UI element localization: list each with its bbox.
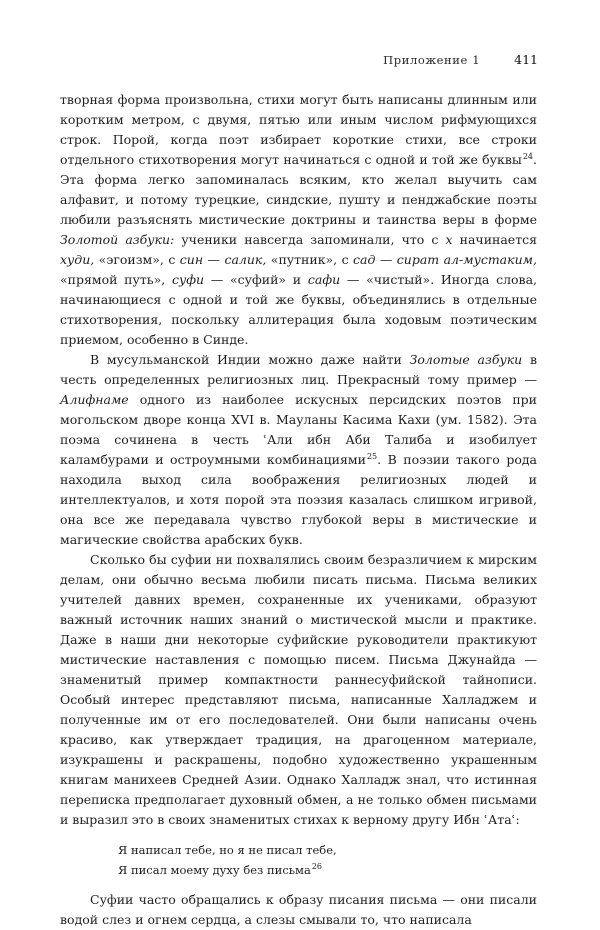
verse-quotation xyxy=(118,840,537,880)
text-run: в честь определенных религиозных лиц. Прекрасный тому пример — xyxy=(60,352,537,387)
italic-term: сафи xyxy=(307,272,341,287)
text-run: — «суфий» и xyxy=(204,272,308,287)
italic-term: син xyxy=(179,252,204,267)
text-run: — «чистый». Иногда слова, начинающиеся с одной и той же буквы, объединялись в отдельные стихотворения, поскольку аллитерация была ходовым поэтическим приемом, особенно в Синде. xyxy=(60,272,538,347)
italic-term: х xyxy=(445,232,453,247)
text-run: — xyxy=(203,252,225,267)
verse-line-1: Я написал тебе, но я не писал тебе, xyxy=(118,843,337,857)
text-run: В мусульманской Индии можно даже найти xyxy=(90,352,410,367)
italic-term: Золотой азбуки: xyxy=(60,232,175,247)
text-run: . Эта форма легко запоминалась всяким, кто желал выучить сам алфавит, и потому турецкие, синдские, пушту и пенджабские поэты любили разъяснять мистические доктрины и таинства веры в форме xyxy=(60,152,537,227)
paragraph-1 xyxy=(60,90,537,350)
text-run: «прямой путь», xyxy=(60,272,172,287)
italic-term: салик, xyxy=(224,252,267,267)
text-run: . В поэзии такого рода находила выход сила воображения религиозных людей и интеллектуалов, и хотя порой эта поэзия казалась слишком игривой, она все же передавала чувство глубокой веры в мистические и магические свойства арабских букв. xyxy=(60,452,537,547)
italic-term: суфи xyxy=(171,272,205,287)
italic-term: сират ал-мустаким, xyxy=(396,252,537,267)
body-text xyxy=(60,90,537,930)
text-run: творная форма произвольна, стихи могут быть написаны длинным или коротким метром, с двумя, пятью или иным числом рифмующихся строк. Порой, когда поэт избирает короткие стихи, все строки отдельного стихотворения могут начинаться с одной и той же буквы xyxy=(60,92,537,167)
running-head xyxy=(60,52,538,67)
italic-term: сад xyxy=(353,252,376,267)
text-run: «путник», с xyxy=(266,252,354,267)
footnote-marker: 25 xyxy=(366,452,378,461)
paragraph-2 xyxy=(60,350,537,550)
closing-paragraph: Суфии часто обращались к образу писания письма — они писали водой слез и огнем сердца, а слезы смывали то, что написала xyxy=(60,892,537,927)
text-run: «эгоизм», с xyxy=(94,252,180,267)
text-run: ученики навсегда запоминали, что с xyxy=(174,232,446,247)
verse-line-2 xyxy=(118,860,537,880)
footnote-marker: 24 xyxy=(522,152,534,161)
text-run: одного из наиболее искусных персидских поэтов при могольском дворе конца XVI в. Мауланы Касима Кахи (ум. 1582). Эта поэма сочинена в честь ʿАли ибн Аби Талиба и изобилует каламбурами и остроумными комбинациями xyxy=(60,392,537,467)
italic-term: Золотые азбуки xyxy=(409,352,523,367)
italic-term: Алифнаме xyxy=(60,392,129,407)
footnote-marker: 26 xyxy=(311,862,323,871)
paragraphs-container xyxy=(60,90,537,830)
text-run: начинается xyxy=(452,232,538,247)
page-number: 411 xyxy=(514,52,538,67)
text-run: Сколько бы суфии ни похвалялись своим безразличием к мирским делам, они обычно весьма любили писать письма. Письма великих учителей давних времен, сохраненные их учениками, образуют важный источник наших знаний о мистической мысли и практике. Даже в наши дни некоторые суфийские руководители практикуют мистические наставления с помощью писем. Письма Джунайда — знаменитый пример компактности раннесуфийской тайнописи. Особый интерес представляют письма, написанные Халладжем и полученные им от его последователей. Они были написаны очень красиво, как утверждает традиция, на драгоценном материале, изукрашены и раскрашены, подобно художественно украшенным книгам манихеев Средней Азии. Однако Халладж знал, что истинная переписка предполагает духовный обмен, а не только обмен письмами и выразил это в своих знаменитых стихах к верному другу Ибн ʿАтаʿ: xyxy=(60,552,537,827)
verse-line-2-text: Я писал моему духу без письма xyxy=(118,863,311,877)
running-head-section-title: Приложение 1 xyxy=(383,53,481,67)
text-run: — xyxy=(375,252,397,267)
italic-term: худи, xyxy=(60,252,95,267)
paragraph-3 xyxy=(60,550,537,830)
